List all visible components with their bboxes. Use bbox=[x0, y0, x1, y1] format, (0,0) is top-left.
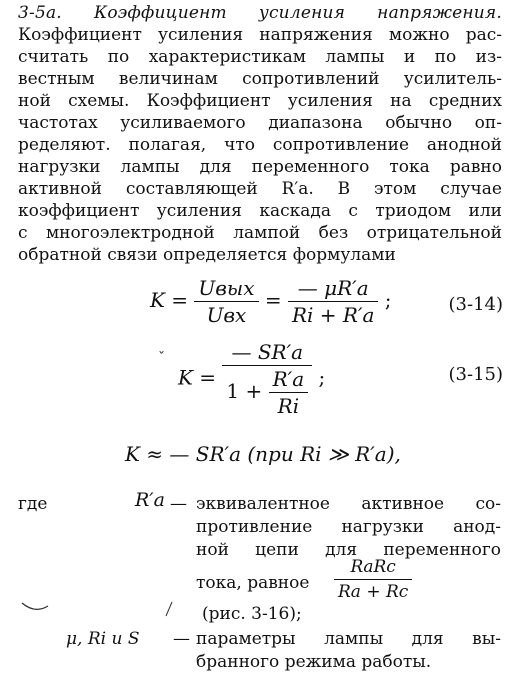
def2-symbols: μ, Ri и S bbox=[66, 629, 140, 649]
def1-line: ной цепи для переменного bbox=[196, 540, 501, 560]
eq2-numerator: — SR′а bbox=[222, 340, 312, 366]
paragraph-line: обратной связи определяется формулами bbox=[18, 245, 396, 265]
paragraph-line: коэффициент усиления каскада с триодом или bbox=[18, 201, 502, 221]
def1-dash: — bbox=[170, 494, 187, 514]
def2-dash: — bbox=[173, 629, 190, 649]
def1-symbol: R′а bbox=[135, 489, 165, 511]
paragraph-line: с многоэлектродной лампой без отрицательной bbox=[18, 223, 502, 243]
paragraph-line: вестным величинам сопротивлений усилитель- bbox=[18, 69, 502, 89]
def1-figure-ref: (рис. 3-16); bbox=[202, 604, 302, 624]
equation-number-3-14: (3-14) bbox=[448, 294, 503, 315]
paragraph-line: Коэффициент усиления напряжения можно рас- bbox=[18, 25, 502, 45]
def1-line: эквивалентное активное со- bbox=[196, 494, 501, 514]
def1-last-prefix: тока, равное bbox=[196, 573, 310, 593]
def2-line: параметры лампы для вы- bbox=[196, 629, 501, 649]
stray-mark: ˇ bbox=[158, 350, 165, 366]
paragraph-line: ределяют. полагая, что сопротивление анодной bbox=[18, 135, 502, 155]
eq1-frac2-denominator: Ri + R′а bbox=[291, 303, 375, 327]
where-label: где bbox=[18, 494, 48, 514]
eq1-equals: = bbox=[264, 288, 282, 312]
paragraph-line: считать по характеристикам лампы и по из- bbox=[18, 47, 502, 67]
eq1-frac1-numerator: Uвых bbox=[194, 276, 258, 302]
eq1-frac2-numerator: — μR′а bbox=[288, 276, 378, 302]
eq2-den-prefix: 1 + bbox=[226, 379, 263, 403]
paragraph-line: нагрузки лампы для переменного тока равно bbox=[18, 157, 502, 177]
eq1-frac1-denominator: Uвх bbox=[206, 303, 247, 327]
eq2-inner-denominator: Ri bbox=[277, 394, 300, 418]
eq1-lhs: K = bbox=[150, 288, 189, 312]
def2-line: бранного режима работы. bbox=[196, 652, 432, 672]
eq2-lhs: K = bbox=[178, 365, 217, 390]
eq1-semicolon: ; bbox=[384, 288, 392, 312]
equation-approx: K ≈ — SR′а (при Ri ≫ R′а), bbox=[125, 442, 401, 466]
equation-number-3-15: (3-15) bbox=[448, 364, 503, 385]
section-heading: 3-5а. Коэффициент усиления напряжения. bbox=[18, 3, 502, 23]
paragraph-line: ной схемы. Коэффициент усиления на средних bbox=[18, 91, 502, 111]
eq2-semicolon: ; bbox=[318, 365, 326, 390]
def1-frac-denominator: Rа + Rс bbox=[338, 582, 409, 602]
scan-mark-tick bbox=[166, 602, 172, 616]
eq2-inner-numerator: R′а bbox=[269, 367, 309, 393]
paragraph-line: активной составляющей R′а. В этом случае bbox=[18, 179, 502, 199]
def1-frac-numerator: RаRс bbox=[334, 556, 412, 580]
scan-mark-curve bbox=[22, 603, 48, 609]
def1-line: противление нагрузки анод- bbox=[196, 517, 501, 537]
paragraph-line: частотах усиливаемого диапазона обычно оп- bbox=[18, 113, 502, 133]
